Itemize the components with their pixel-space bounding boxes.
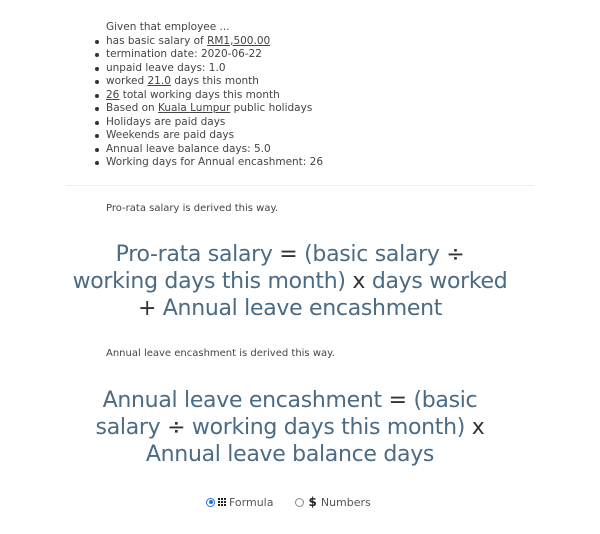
grid-icon bbox=[218, 498, 226, 506]
formula-option[interactable] bbox=[206, 496, 273, 509]
view-toggle bbox=[206, 495, 371, 509]
dollar-icon: $ bbox=[308, 495, 317, 509]
days-worked-link[interactable]: 21.0 bbox=[147, 75, 171, 87]
numbers-radio[interactable] bbox=[295, 498, 304, 507]
list-item-days-worked: worked 21.0 days this month bbox=[106, 75, 323, 89]
formula-label: Formula bbox=[229, 495, 274, 509]
section-divider bbox=[66, 185, 534, 186]
equals-operator: = bbox=[279, 242, 298, 267]
list-item-unpaid-leave: unpaid leave days: 1.0 bbox=[106, 62, 323, 76]
region-link[interactable]: Kuala Lumpur bbox=[158, 102, 231, 114]
numbers-label: Numbers bbox=[320, 495, 371, 509]
equals-operator: = bbox=[388, 388, 407, 413]
list-item-holidays-paid: Holidays are paid days bbox=[106, 116, 323, 130]
list-item-annual-leave-balance: Annual leave balance days: 5.0 bbox=[106, 143, 323, 157]
divide-operator: ÷ bbox=[167, 415, 186, 440]
summary-list bbox=[106, 35, 323, 170]
basic-salary-link[interactable]: RM1,500.00 bbox=[207, 34, 271, 47]
encashment-caption: Annual leave encashment is derived this way. bbox=[106, 348, 335, 359]
multiply-operator: x bbox=[471, 415, 485, 440]
encashment-formula: Annual leave encashment = (basic salary ÷ working days this month) x Annual leave balance days bbox=[95, 388, 485, 467]
total-working-days-link[interactable]: 26 bbox=[106, 88, 120, 101]
summary-intro: Given that employee ... bbox=[106, 21, 230, 33]
list-item-weekends-paid: Weekends are paid days bbox=[106, 129, 323, 143]
prorata-caption: Pro-rata salary is derived this way. bbox=[106, 203, 279, 214]
divide-operator: ÷ bbox=[446, 242, 465, 267]
list-item-basic-salary: has basic salary of RM1,500.00 bbox=[106, 35, 323, 49]
plus-operator: + bbox=[137, 296, 157, 321]
prorata-formula: Pro-rata salary = (basic salary ÷ working days this month) x days worked + Annual leave encashment bbox=[72, 242, 508, 321]
employee-summary bbox=[106, 21, 323, 170]
list-item-encashment-working-days: Working days for Annual encashment: 26 bbox=[106, 156, 324, 168]
multiply-operator: x bbox=[352, 269, 366, 294]
list-item-total-working-days: 26 total working days this month bbox=[106, 89, 323, 103]
list-item-public-holidays: Based on Kuala Lumpur public holidays bbox=[106, 102, 323, 116]
list-item-termination-date: termination date: 2020-06-22 bbox=[106, 48, 323, 62]
numbers-option[interactable] bbox=[295, 495, 370, 509]
formula-radio[interactable] bbox=[206, 498, 215, 507]
